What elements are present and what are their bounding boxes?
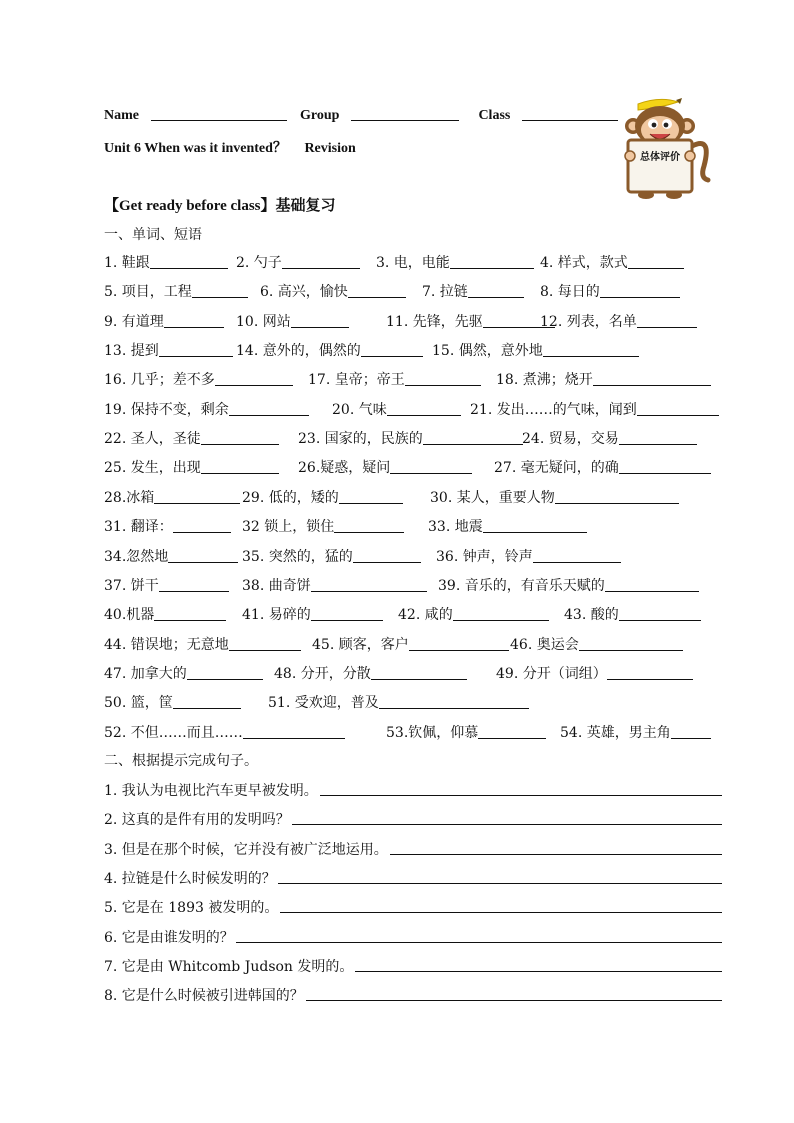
vocab-item	[298, 428, 523, 450]
vocab-answer-blank[interactable]	[229, 636, 301, 651]
vocab-prompt: 26.疑惑，疑问	[298, 460, 391, 477]
vocab-item	[104, 311, 224, 333]
vocab-item	[510, 634, 683, 656]
name-field[interactable]	[151, 106, 287, 121]
vocab-answer-blank[interactable]	[619, 606, 701, 621]
vocab-item	[104, 281, 248, 303]
vocab-prompt: 21. 发出……的气味，闻到	[470, 401, 637, 418]
vocab-row	[104, 722, 722, 744]
vocab-prompt: 20. 气味	[332, 401, 387, 418]
vocab-item	[422, 281, 524, 303]
vocab-row	[104, 281, 722, 303]
vocab-item	[104, 369, 293, 391]
vocab-answer-blank[interactable]	[348, 283, 406, 298]
vocab-row	[104, 575, 722, 597]
vocab-answer-blank[interactable]	[405, 371, 481, 386]
vocab-answer-blank[interactable]	[192, 283, 248, 298]
vocab-prompt: 30. 某人，重要人物	[430, 489, 555, 506]
vocab-answer-blank[interactable]	[154, 606, 226, 621]
vocab-answer-blank[interactable]	[605, 577, 699, 592]
vocab-answer-blank[interactable]	[450, 254, 534, 269]
vocab-answer-blank[interactable]	[339, 489, 403, 504]
vocab-prompt: 19. 保持不变，剩余	[104, 401, 229, 418]
vocab-prompt: 38. 曲奇饼	[242, 577, 311, 594]
vocab-item	[104, 663, 263, 685]
vocab-prompt: 15. 偶然，意外地	[432, 343, 543, 360]
vocab-row	[104, 546, 722, 568]
sentence-row	[104, 985, 722, 1007]
vocab-row	[104, 311, 722, 333]
vocab-item	[386, 722, 546, 744]
vocab-prompt: 10. 网站	[236, 313, 291, 330]
vocab-answer-blank[interactable]	[468, 283, 524, 298]
sentence-answer-line[interactable]	[355, 956, 722, 972]
vocab-answer-blank[interactable]	[387, 401, 461, 416]
vocab-item	[268, 692, 529, 714]
vocab-item	[436, 546, 621, 568]
vocab-item	[332, 399, 461, 421]
vocab-answer-blank[interactable]	[619, 430, 697, 445]
vocab-answer-blank[interactable]	[478, 724, 546, 739]
vocab-prompt: 43. 酸的	[564, 607, 619, 624]
vocab-prompt: 13. 提到	[104, 343, 159, 360]
vocab-prompt: 51. 受欢迎，普及	[268, 695, 379, 712]
vocab-item	[398, 604, 549, 626]
vocab-prompt: 39. 音乐的，有音乐天赋的	[438, 577, 605, 594]
vocab-prompt: 28.冰箱	[104, 489, 155, 506]
vocab-answer-blank[interactable]	[600, 283, 680, 298]
vocab-prompt: 29. 低的，矮的	[242, 489, 339, 506]
vocab-prompt: 27. 毫无疑问，的确	[494, 460, 619, 477]
vocab-prompt: 47. 加拿大的	[104, 665, 187, 682]
vocab-answer-blank[interactable]	[593, 371, 711, 386]
vocab-item	[104, 604, 226, 626]
sentence-answer-line[interactable]	[320, 780, 722, 796]
vocab-item	[104, 546, 238, 568]
group-field[interactable]	[351, 106, 459, 121]
vocab-row	[104, 663, 722, 685]
vocab-item	[242, 487, 403, 509]
sentence-prompt: 3. 但是在那个时候，它并没有被广泛地运用。	[104, 841, 388, 858]
header-fields	[104, 106, 618, 124]
vocab-item	[496, 369, 711, 391]
vocab-prompt: 34.忽然地	[104, 548, 169, 565]
vocab-item	[496, 663, 693, 685]
vocab-item	[540, 281, 680, 303]
vocab-answer-blank[interactable]	[159, 342, 233, 357]
sentence-prompt: 8. 它是什么时候被引进韩国的？	[104, 988, 304, 1005]
vocab-answer-blank[interactable]	[334, 518, 404, 533]
vocab-answer-blank[interactable]	[150, 254, 228, 269]
sentence-prompt: 7. 它是由 Whitcomb Judson 发明的。	[104, 958, 354, 975]
vocab-row	[104, 340, 722, 362]
sentence-row	[104, 897, 722, 919]
vocab-prompt: 41. 易碎的	[242, 607, 311, 624]
sentence-prompt: 5. 它是在 1893 被发明的。	[104, 900, 279, 917]
vocab-prompt: 8. 每日的	[540, 284, 600, 301]
vocab-answer-blank[interactable]	[533, 548, 621, 563]
vocab-row	[104, 252, 722, 274]
vocab-answer-blank[interactable]	[173, 694, 241, 709]
vocab-answer-blank[interactable]	[229, 401, 309, 416]
name-label: Name	[104, 108, 139, 123]
sentence-row	[104, 780, 722, 802]
vocab-prompt: 17. 皇帝；帝王	[308, 372, 405, 389]
vocab-prompt: 7. 拉链	[422, 284, 468, 301]
group-label: Group	[300, 108, 340, 123]
vocab-answer-blank[interactable]	[379, 694, 529, 709]
vocab-answer-blank[interactable]	[637, 313, 697, 328]
vocab-prompt: 1. 鞋跟	[104, 255, 150, 271]
vocab-prompt: 31. 翻译：	[104, 519, 173, 536]
vocab-item	[104, 487, 240, 509]
vocab-answer-blank[interactable]	[619, 459, 711, 474]
class-label: Class	[478, 108, 511, 123]
vocab-item	[540, 311, 697, 333]
vocab-row	[104, 692, 722, 714]
vocab-item	[522, 428, 697, 450]
vocab-item	[376, 252, 534, 274]
vocab-prompt: 11. 先锋，先驱	[386, 313, 483, 330]
vocab-prompt: 5. 项目，工程	[104, 284, 192, 301]
vocab-prompt: 53.钦佩，仰慕	[386, 724, 479, 741]
vocab-prompt: 23. 国家的，民族的	[298, 431, 423, 448]
vocab-item	[236, 311, 349, 333]
vocab-item	[312, 634, 509, 656]
vocab-prompt: 42. 咸的	[398, 607, 453, 624]
vocab-answer-blank[interactable]	[311, 577, 427, 592]
vocab-answer-blank[interactable]	[215, 371, 293, 386]
vocab-item	[540, 252, 684, 274]
vocab-item	[104, 516, 231, 538]
vocab-prompt: 35. 突然的，猛的	[242, 548, 353, 565]
vocab-answer-blank[interactable]	[282, 254, 360, 269]
sentence-row	[104, 839, 722, 861]
vocab-prompt: 37. 饼干	[104, 577, 159, 594]
sentence-answer-line[interactable]	[292, 809, 722, 825]
vocab-prompt: 6. 高兴，愉快	[260, 284, 348, 301]
vocab-row	[104, 604, 722, 626]
section-one-title: 一、单词、短语	[104, 227, 202, 243]
vocab-answer-blank[interactable]	[390, 459, 472, 474]
vocab-row	[104, 428, 722, 450]
vocab-item	[104, 575, 229, 597]
vocab-answer-blank[interactable]	[628, 254, 684, 269]
vocab-row	[104, 516, 722, 538]
vocab-row	[104, 399, 722, 421]
vocab-item	[104, 399, 309, 421]
vocab-answer-blank[interactable]	[483, 518, 587, 533]
vocab-item	[236, 252, 360, 274]
vocab-answer-blank[interactable]	[579, 636, 683, 651]
vocab-prompt: 50. 篮，筐	[104, 695, 173, 712]
sentence-prompt: 1. 我认为电视比汽车更早被发明。	[104, 783, 318, 799]
vocab-answer-blank[interactable]	[164, 313, 224, 328]
vocab-answer-blank[interactable]	[555, 489, 679, 504]
vocab-item	[438, 575, 699, 597]
vocab-answer-blank[interactable]	[187, 665, 263, 680]
vocab-item	[428, 516, 587, 538]
vocab-prompt: 12. 列表，名单	[540, 313, 637, 330]
vocab-prompt: 18. 煮沸；烧开	[496, 372, 593, 389]
vocab-prompt: 36. 钟声，铃声	[436, 548, 533, 565]
vocab-answer-blank[interactable]	[353, 548, 421, 563]
vocab-item	[564, 604, 701, 626]
vocab-answer-blank[interactable]	[311, 606, 383, 621]
vocab-answer-blank[interactable]	[154, 489, 240, 504]
sentence-row	[104, 809, 722, 831]
vocab-item	[430, 487, 679, 509]
vocab-row	[104, 369, 722, 391]
vocab-item	[470, 399, 719, 421]
vocab-item	[104, 340, 233, 362]
vocab-prompt: 4. 样式，款式	[540, 255, 628, 271]
vocab-item	[104, 428, 279, 450]
vocab-item	[242, 604, 383, 626]
vocab-item	[104, 252, 228, 274]
vocab-prompt: 14. 意外的，偶然的	[236, 343, 361, 360]
vocab-prompt: 40.机器	[104, 607, 155, 624]
vocab-item	[298, 457, 472, 479]
vocab-item	[260, 281, 406, 303]
vocab-answer-blank[interactable]	[291, 313, 349, 328]
vocab-item	[494, 457, 711, 479]
monkey-mascot-illustration	[616, 96, 714, 200]
vocab-item	[274, 663, 467, 685]
sentence-answer-line[interactable]	[306, 985, 722, 1001]
vocab-row	[104, 487, 722, 509]
vocab-answer-blank[interactable]	[243, 724, 345, 739]
section-get-ready: 【Get ready before class】基础复习	[104, 198, 336, 214]
vocab-prompt: 25. 发生，出现	[104, 460, 201, 477]
sentence-answer-line[interactable]	[236, 927, 722, 943]
vocab-prompt: 52. 不但……而且……	[104, 724, 243, 741]
vocab-item	[432, 340, 639, 362]
vocab-prompt: 32 锁上，锁住	[242, 519, 335, 536]
sentence-prompt: 2. 这真的是件有用的发明吗？	[104, 812, 290, 829]
sentence-prompt: 4. 拉链是什么时候发明的？	[104, 870, 276, 887]
vocab-prompt: 49. 分开（词组）	[496, 665, 607, 682]
vocab-row	[104, 634, 722, 656]
vocab-row	[104, 457, 722, 479]
evaluation-badge-text: 总体评价	[640, 152, 680, 163]
vocab-answer-blank[interactable]	[409, 636, 509, 651]
vocab-item	[104, 722, 345, 744]
unit-subtitle: Revision	[304, 141, 356, 156]
vocab-answer-blank[interactable]	[423, 430, 523, 445]
sentence-prompt: 6. 它是由谁发明的？	[104, 929, 234, 946]
vocab-prompt: 54. 英雄，男主角	[560, 724, 671, 741]
vocab-prompt: 22. 圣人，圣徒	[104, 431, 201, 448]
vocab-answer-blank[interactable]	[671, 724, 711, 739]
vocab-prompt: 9. 有道理	[104, 313, 164, 330]
sentence-row	[104, 927, 722, 949]
vocab-prompt: 44. 错误地；无意地	[104, 636, 229, 653]
vocab-item	[236, 340, 423, 362]
vocab-prompt: 46. 奥运会	[510, 636, 579, 653]
vocab-item	[242, 575, 427, 597]
vocab-answer-blank[interactable]	[168, 548, 238, 563]
vocab-answer-blank[interactable]	[453, 606, 549, 621]
vocab-prompt: 2. 勺子	[236, 255, 282, 271]
sentence-row	[104, 868, 722, 890]
sentence-answer-line[interactable]	[390, 839, 722, 855]
class-field[interactable]	[522, 106, 618, 121]
vocab-answer-blank[interactable]	[637, 401, 719, 416]
vocab-prompt: 24. 贸易，交易	[522, 431, 619, 448]
vocab-answer-blank[interactable]	[201, 459, 279, 474]
sentence-answer-line[interactable]	[278, 868, 722, 884]
vocab-item	[104, 692, 241, 714]
vocab-answer-blank[interactable]	[173, 518, 231, 533]
vocab-prompt: 45. 顾客，客户	[312, 636, 409, 653]
sentence-answer-line[interactable]	[280, 897, 722, 913]
section-two-title: 二、根据提示完成句子。	[104, 753, 258, 769]
vocab-prompt: 16. 几乎；差不多	[104, 372, 215, 389]
vocab-answer-blank[interactable]	[361, 342, 423, 357]
vocab-prompt: 48. 分开，分散	[274, 665, 371, 682]
vocab-item	[386, 311, 555, 333]
vocab-item	[104, 634, 301, 656]
unit-title	[104, 137, 356, 157]
vocab-prompt: 3. 电，电能	[376, 255, 450, 271]
vocab-answer-blank[interactable]	[371, 665, 467, 680]
vocab-item	[242, 546, 421, 568]
vocab-item	[560, 722, 711, 744]
vocab-item	[308, 369, 481, 391]
vocab-answer-blank[interactable]	[159, 577, 229, 592]
vocab-answer-blank[interactable]	[543, 342, 639, 357]
vocab-answer-blank[interactable]	[607, 665, 693, 680]
vocab-prompt: 33. 地震	[428, 519, 483, 536]
vocab-item	[104, 457, 279, 479]
sentence-row	[104, 956, 722, 978]
vocab-item	[242, 516, 404, 538]
unit-title-text: Unit 6 When was it invented？	[104, 141, 287, 156]
vocab-answer-blank[interactable]	[201, 430, 279, 445]
